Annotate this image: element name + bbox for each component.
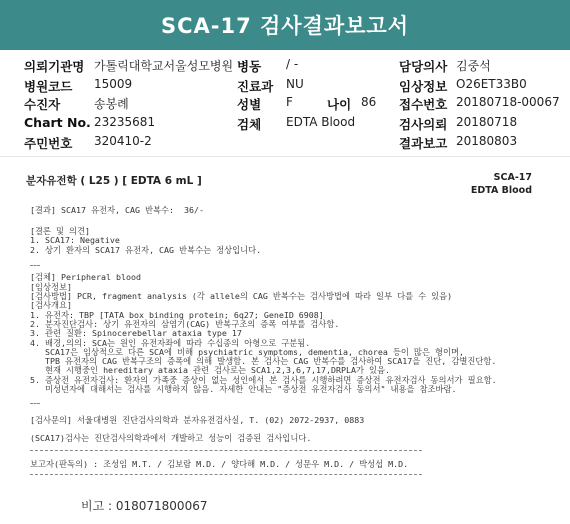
- result-line: [결과] SCA17 유전자, CAG 반복수: 36/-: [30, 205, 205, 215]
- overview-4b: TPB 유전자의 CAG 반복구조의 증폭에 의해 발생함. 본 검사는 CAG 반복수를 검사하여 SCA17을 진단, 감별진단함.: [30, 356, 497, 366]
- resident-label: 주민번호: [24, 136, 73, 151]
- receipt-value: 20180718-00067: [456, 95, 560, 109]
- overview-5: 5. 증상전 유전자검사: 환자의 가족중 증상이 없는 성인에서 본 검사를 시행하려면 증상전 유전자검사 동의서가 필요함.: [30, 375, 497, 385]
- receipt-label: 접수번호: [399, 97, 448, 112]
- report-title: SCA-17 검사결과보고서: [0, 0, 570, 50]
- sex-label: 성별: [237, 97, 262, 112]
- header-row-5: [0, 134, 570, 152]
- clinical-info-label: 임상정보: [399, 79, 448, 94]
- overview-header: [검사개요]: [30, 300, 73, 310]
- specimen-label: 검체: [237, 117, 262, 132]
- header-row-3: [0, 95, 570, 113]
- hospital-code-value: 15009: [94, 77, 133, 91]
- report-date-label: 결과보고: [399, 136, 448, 151]
- overview-1: 1. 유전자: TBP [TATA box binding protein; 6q27; GeneID 6908]: [30, 310, 324, 320]
- age-value: 86: [361, 95, 377, 109]
- request-value: 20180718: [456, 115, 518, 129]
- chart-value: 23235681: [94, 115, 156, 129]
- institution-value: 가톨릭대학교서울성모병원: [94, 59, 234, 73]
- test-name: 분자유전학 ( L25 ) [ EDTA 6 mL ]: [26, 175, 202, 187]
- department-label: 진료과: [237, 79, 274, 94]
- overview-3: 3. 관련 질환: Spinocerebellar ataxia type 17: [30, 328, 242, 338]
- patient-value: 송봉례: [94, 97, 129, 111]
- report-date-value: 20180803: [456, 134, 518, 148]
- institution-label: 의뢰기관명: [24, 59, 85, 74]
- request-label: 검사의뢰: [399, 117, 448, 132]
- specimen-value: EDTA Blood: [286, 115, 356, 129]
- overview-4: 4. 배경,의의: SCA는 원인 유전자좌에 따라 수십종의 아형으로 구분됨.: [30, 338, 311, 348]
- hospital-code-label: 병원코드: [24, 79, 73, 94]
- reporter-line: 보고자(판독의) : 조성임 M.T. / 김보람 M.D. / 양다해 M.D. / 성문우 M.D. / 박성섭 M.D.: [30, 459, 409, 469]
- specimen-line: [검체] Peripheral blood: [30, 272, 141, 282]
- resident-value: 320410-2: [94, 134, 152, 148]
- doctor-value: 김중석: [456, 59, 491, 73]
- header-row-4: [0, 115, 570, 133]
- divider: [30, 403, 40, 404]
- clinical-info-value: O26ET33B0: [456, 77, 527, 91]
- ward-value: / -: [286, 57, 299, 71]
- remark-line: 비고 : 018071800067: [81, 499, 208, 513]
- divider: [30, 265, 40, 266]
- brand-specimen: EDTA Blood: [470, 185, 532, 196]
- age-label: 나이: [327, 97, 352, 112]
- method-line: [검사방법] PCR, fragment analysis (각 allele의 CAG 반복수는 검사방법에 따라 일부 다를 수 있음): [30, 291, 453, 301]
- conclusion-1: 1. SCA17: Negative: [30, 235, 120, 245]
- header-row-2: [0, 77, 570, 95]
- overview-2: 2. 분자진단검사: 상기 유전자의 삼염기(CAG) 반복구조의 증폭 여부를 검사함.: [30, 319, 340, 329]
- conclusion-header: [결론 및 의견]: [30, 226, 91, 236]
- header-divider: [0, 156, 570, 157]
- inquiry-line: [검사문의] 서울대병원 진단검사의학과 분자유전검사실, T. (02) 2072-2937, 0883: [30, 415, 365, 425]
- clinical-header: [임상정보]: [30, 282, 73, 292]
- overview-4c: 현재 시행중인 hereditary ataxia 관련 검사로는 SCA1,2,3,6,7,17,DRPLA가 있음.: [30, 365, 390, 375]
- divider: [30, 474, 422, 475]
- department-value: NU: [286, 77, 304, 91]
- header-row-1: [0, 57, 570, 75]
- ward-label: 병동: [237, 59, 262, 74]
- patient-info-header: [0, 55, 570, 153]
- divider: [30, 450, 422, 451]
- overview-4a: SCA17은 임상적으로 다른 SCA에 비해 psychiatric symptoms, dementia, chorea 등이 많은 형이며,: [30, 347, 464, 357]
- conclusion-2: 2. 상기 환자의 SCA17 유전자, CAG 반복수는 정상입니다.: [30, 245, 262, 255]
- overview-5a: 미성년자에 대해서는 검사를 시행하지 않음. 자세한 안내는 "증상전 유전자검사 동의서" 내용을 참조바람.: [30, 384, 457, 394]
- sex-value: F: [286, 95, 293, 109]
- patient-label: 수진자: [24, 97, 61, 112]
- doctor-label: 담당의사: [399, 59, 448, 74]
- chart-label: Chart No.: [24, 115, 91, 130]
- scanned-report: [0, 160, 570, 524]
- developed-line: (SCA17)검사는 진단검사의학과에서 개발하고 성능이 검증된 검사입니다.: [30, 433, 312, 443]
- brand-code: SCA-17: [493, 172, 532, 183]
